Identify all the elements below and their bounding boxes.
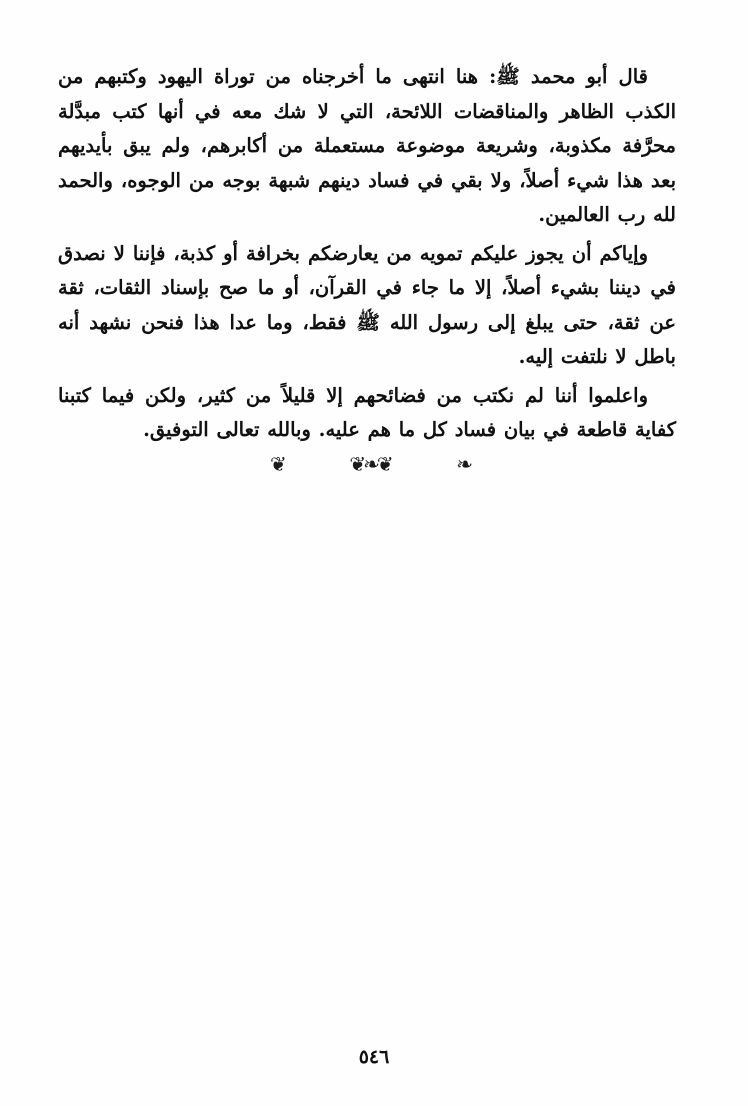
paragraph-2: وإياكم أن يجوز عليكم تمويه من يعارضكم بخرافة أو كذبة، فإننا لا نصدق في ديننا بشيء أصلاً، إلا ما جاء في القرآن، أو ما صح بإسناد الثقات، ثقة عن ثقة، حتى يبلغ إلى رسول الله ﷺ فقط، وما عدا هذا فنحن نشهد أنه باطل لا نلتفت إليه. — [58, 241, 676, 368]
ornament-center-icon: ❦❧❦ — [349, 452, 391, 476]
ornament-left-icon: ❦ — [270, 452, 284, 476]
page-number: ٥٤٦ — [358, 1046, 390, 1068]
paragraph-1: قال أبو محمد ﷺ: هنا انتهى ما أخرجناه من توراة اليهود وكتبهم من الكذب الظاهر والمناقضات اللائحة، التي لا شك معه في أنها كتب مبدَّلة محرَّفة مكذوبة، وشريعة موضوعة مستعملة من أكابرهم، ولم يبق بأيديهم بعد هذا شيء أصلاً، ولا بقي في فساد دينهم شبهة بوجه من الوجوه، والحمد لله رب العالمين. — [58, 65, 676, 226]
main-text — [58, 60, 676, 452]
paragraph-3: واعلموا أننا لم نكتب من فضائحهم إلا قليلاً من كثير، ولكن فيما كتبنا كفاية قاطعة في بيان فساد كل ما هم عليه. وبالله تعالى التوفيق. — [58, 383, 676, 441]
ornament-right-icon: ❧ — [456, 452, 470, 476]
end-ornament — [270, 452, 470, 476]
